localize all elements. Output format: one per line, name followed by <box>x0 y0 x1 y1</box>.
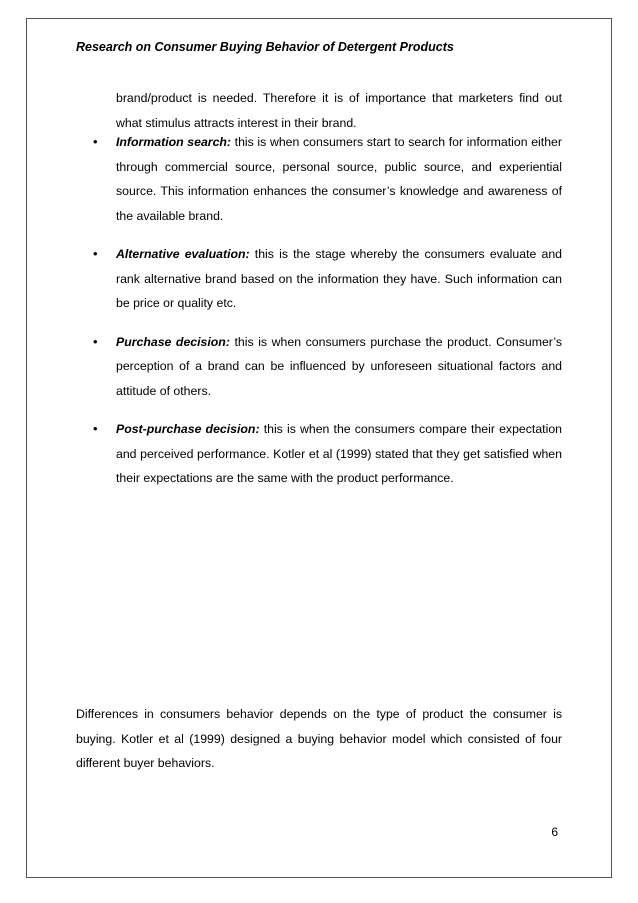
bullet-marker: • <box>93 421 98 436</box>
bullet-text: this is when consumers start to search for information either through commercial source, personal source, public source, and experiential source. This information enhances the consumer’s knowledge and awareness of the available brand. <box>116 135 562 223</box>
bullet-marker: • <box>93 333 98 349</box>
bullet-purchase-decision <box>93 330 562 404</box>
bullet-marker: • <box>93 134 98 149</box>
bullet-marker: • <box>93 246 98 261</box>
bullet-term: Purchase decision: <box>116 334 230 349</box>
bullet-term: Information search: <box>116 135 232 149</box>
continuation-paragraph: brand/product is needed. Therefore it is of importance that marketers find out what stimulus attracts interest in their brand. <box>116 91 562 130</box>
bullet-text: this is when consumers purchase the product. Consumer’s perception of a brand can be influenced by unforeseen situational factors and attitude of others. <box>116 334 562 398</box>
document-header: Research on Consumer Buying Behavior of Detergent Products <box>76 40 454 54</box>
bullet-text: this is the stage whereby the consumers evaluate and rank alternative brand based on the information they have. Such information can be price or quality etc. <box>116 247 562 310</box>
bullet-text: this is when the consumers compare their expectation and perceived performance. Kotler et al (1999) stated that they get satisfied when their expectations are the same with the product performance. <box>116 422 562 485</box>
bullet-alternative-evaluation <box>93 242 562 316</box>
bullet-list <box>0 130 638 505</box>
page-number: 6 <box>551 825 558 839</box>
closing-paragraph: Differences in consumers behavior depends on the type of product the consumer is buying. Kotler et al (1999) designed a buying behavior model which consisted of four different buyer behaviors. <box>76 707 562 771</box>
bullet-term: Alternative evaluation: <box>116 247 250 261</box>
bullet-term: Post-purchase decision: <box>116 422 260 436</box>
bullet-post-purchase-decision <box>93 417 562 491</box>
bullet-information-search <box>93 130 562 228</box>
